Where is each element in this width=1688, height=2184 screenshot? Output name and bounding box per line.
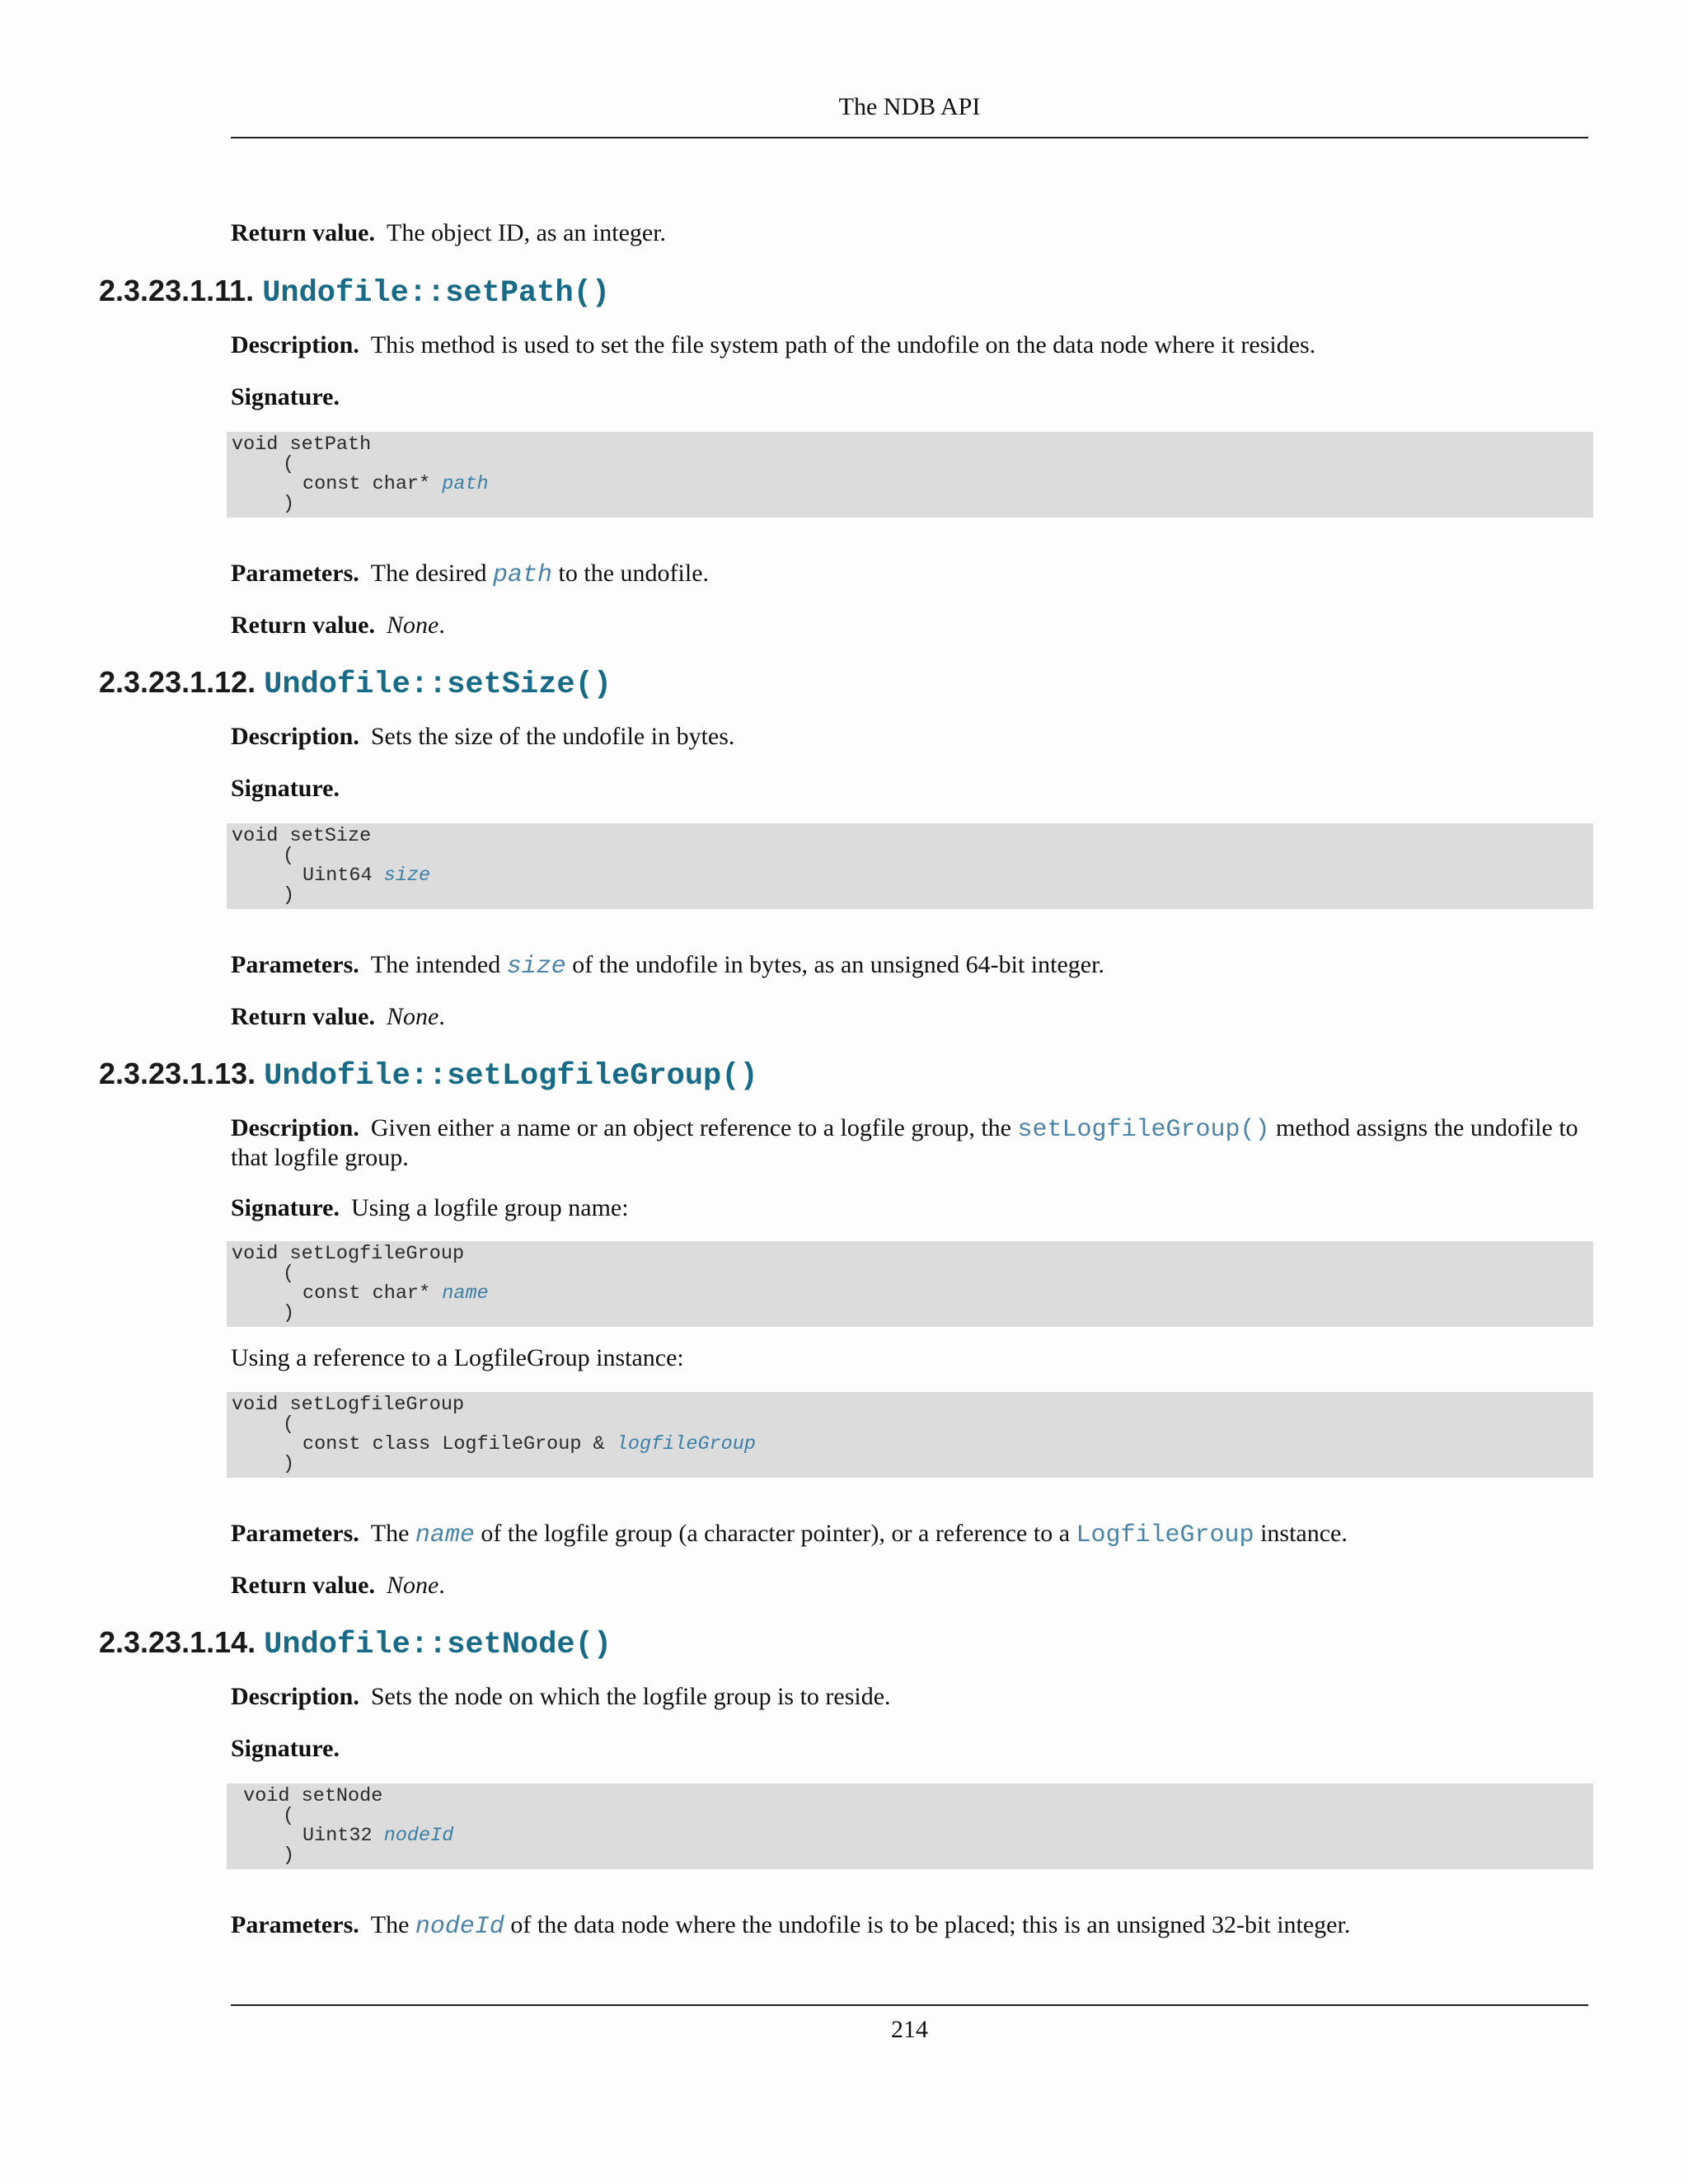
description-paragraph	[231, 1114, 1591, 1172]
parameters-text: of the undofile in bytes, as an unsigned 64-bit integer.	[565, 951, 1104, 978]
return-value-label: Return value.	[231, 1572, 375, 1599]
parameters-paragraph	[231, 1520, 1591, 1549]
description-text: method assigns the undofile to that logfile group.	[231, 1114, 1578, 1171]
section-number: 2.3.23.1.12.	[99, 665, 256, 699]
code-line: (	[283, 1805, 295, 1827]
return-value-paragraph	[231, 612, 1591, 640]
between-text: Using a reference to a LogfileGroup instance:	[231, 1344, 684, 1371]
return-value-paragraph	[231, 1572, 1591, 1600]
description-text: Given either a name or an object reference to a logfile group, the	[370, 1114, 1018, 1141]
section-method-name: Undofile::setPath()	[262, 276, 611, 311]
code-block-setnode	[227, 1783, 1593, 1869]
signature-text: Using a logfile group name:	[350, 1194, 629, 1221]
description-paragraph	[231, 1683, 1591, 1711]
code-block-setlogfilegroup-name	[227, 1241, 1593, 1327]
description-label: Description.	[231, 723, 359, 750]
parameters-text: The intended	[370, 951, 507, 978]
code-line: )	[283, 884, 295, 907]
code-type: const char*	[302, 1282, 443, 1305]
parameters-label: Parameters.	[231, 1520, 359, 1547]
return-value-end: .	[438, 1572, 445, 1599]
code-block-setsize	[227, 823, 1593, 909]
param-reference: size	[506, 953, 566, 981]
section-number: 2.3.23.1.11.	[99, 274, 255, 307]
code-block-setpath	[227, 432, 1593, 518]
parameters-text: to the undofile.	[552, 560, 710, 587]
section-heading-setnode	[99, 1624, 612, 1663]
code-param: size	[383, 865, 431, 887]
signature-paragraph	[231, 383, 1591, 411]
parameters-text: The	[370, 1520, 415, 1547]
return-value-end: .	[438, 1003, 445, 1030]
code-line: void setLogfileGroup	[232, 1394, 465, 1416]
parameters-text: of the logfile group (a character pointer), or a reference to a	[474, 1520, 1076, 1547]
class-reference: LogfileGroup	[1076, 1521, 1254, 1549]
code-line: )	[283, 1302, 295, 1324]
code-line	[232, 866, 1593, 886]
code-line: (	[283, 1263, 295, 1285]
description-paragraph	[231, 331, 1591, 359]
parameters-label: Parameters.	[231, 951, 359, 978]
parameters-text: instance.	[1254, 1520, 1348, 1547]
return-value-text: None	[387, 1003, 439, 1030]
parameters-label: Parameters.	[231, 560, 359, 587]
signature-label: Signature.	[231, 775, 340, 802]
param-reference: nodeId	[415, 1913, 504, 1941]
signature-label: Signature.	[231, 1194, 340, 1221]
method-reference: setLogfileGroup()	[1017, 1116, 1270, 1144]
param-reference: path	[493, 561, 553, 589]
code-line: (	[283, 453, 295, 476]
between-paragraph	[231, 1344, 1591, 1372]
code-type: const class LogfileGroup &	[302, 1433, 617, 1455]
section-heading-setlogfilegroup	[99, 1056, 758, 1094]
signature-paragraph	[231, 775, 1591, 803]
description-label: Description.	[231, 1683, 359, 1710]
code-type: Uint32	[302, 1825, 384, 1847]
code-line: (	[283, 1413, 295, 1436]
code-param: name	[442, 1282, 489, 1305]
return-value-label: Return value.	[231, 1003, 375, 1030]
intro-return-value	[231, 219, 1591, 247]
code-line: )	[283, 1844, 295, 1867]
code-param: logfileGroup	[616, 1433, 756, 1455]
return-value-text: The object ID, as an integer.	[387, 219, 667, 246]
code-line: )	[283, 493, 295, 515]
param-reference: name	[415, 1521, 475, 1549]
code-line: void setPath	[232, 434, 372, 456]
signature-label: Signature.	[231, 1735, 340, 1762]
signature-paragraph	[231, 1735, 1591, 1763]
code-param: path	[442, 473, 489, 495]
code-param: nodeId	[383, 1825, 454, 1847]
code-line: )	[283, 1453, 295, 1475]
signature-paragraph	[231, 1194, 1591, 1222]
code-type: Uint64	[302, 865, 384, 887]
section-method-name: Undofile::setNode()	[264, 1628, 612, 1662]
section-heading-setpath	[99, 273, 610, 312]
description-label: Description.	[231, 1114, 359, 1141]
description-label: Description.	[231, 331, 359, 359]
section-number: 2.3.23.1.13.	[99, 1057, 256, 1090]
code-line	[232, 475, 1593, 494]
parameters-text: The desired	[370, 560, 494, 587]
parameters-label: Parameters.	[231, 1911, 359, 1938]
parameters-text: of the data node where the undofile is to be placed; this is an unsigned 32-bit integer.	[504, 1911, 1351, 1938]
description-text: This method is used to set the file system path of the undofile on the data node where it resides.	[370, 331, 1316, 359]
section-method-name: Undofile::setSize()	[264, 668, 612, 702]
code-line: (	[283, 845, 295, 867]
running-header: The NDB API	[838, 93, 981, 120]
header-rule	[231, 137, 1588, 138]
section-heading-setsize	[99, 664, 612, 703]
return-value-text: None	[387, 612, 439, 639]
description-paragraph	[231, 723, 1591, 751]
code-type: const char*	[302, 473, 443, 495]
code-line: void setNode	[232, 1785, 383, 1807]
description-text: Sets the node on which the logfile group is to reside.	[370, 1683, 891, 1710]
code-block-setlogfilegroup-ref	[227, 1392, 1593, 1478]
section-number: 2.3.23.1.14.	[99, 1625, 256, 1659]
return-value-text: None	[387, 1572, 439, 1599]
code-line	[232, 1826, 1593, 1846]
return-value-end: .	[438, 612, 445, 639]
description-text: Sets the size of the undofile in bytes.	[370, 723, 735, 750]
code-line	[232, 1435, 1593, 1455]
parameters-paragraph	[231, 951, 1591, 981]
parameters-text: The	[370, 1911, 415, 1938]
code-line: void setSize	[232, 825, 372, 847]
signature-label: Signature.	[231, 383, 340, 410]
return-value-label: Return value.	[231, 219, 375, 246]
code-line	[232, 1284, 1593, 1304]
parameters-paragraph	[231, 560, 1591, 589]
footer-rule	[231, 2004, 1588, 2006]
return-value-label: Return value.	[231, 612, 375, 639]
return-value-paragraph	[231, 1003, 1591, 1031]
code-line: void setLogfileGroup	[232, 1243, 465, 1265]
parameters-paragraph	[231, 1911, 1591, 1941]
section-method-name: Undofile::setLogfileGroup()	[264, 1059, 758, 1094]
page-number: 214	[891, 2016, 928, 2043]
